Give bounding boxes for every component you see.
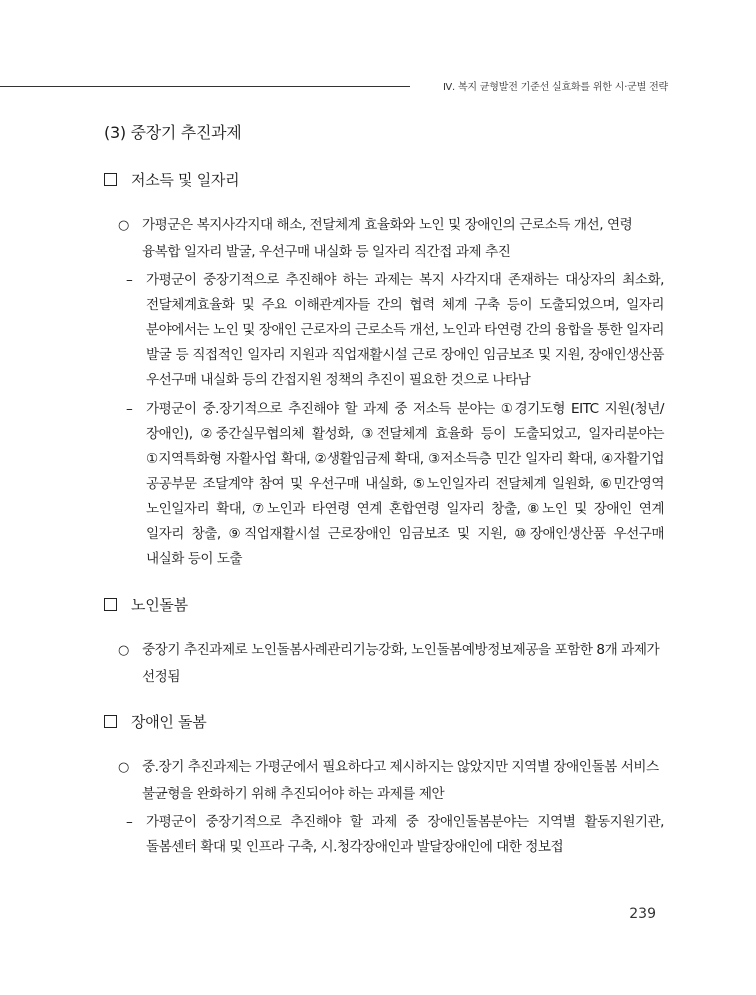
section-heading-label: 장애인 돌봄	[131, 713, 207, 731]
section-heading-elderly-care	[104, 594, 664, 615]
dash-bullet-icon: –	[126, 401, 133, 417]
section-heading-disability-care	[104, 711, 664, 732]
circle-bullet-icon: ○	[118, 760, 129, 775]
dash-bullet-item	[126, 397, 664, 572]
dash-bullet-icon: –	[126, 814, 133, 830]
section-heading-label: 노인돌봄	[131, 596, 188, 614]
square-bullet-icon	[104, 715, 117, 728]
dash-item-text: 가평군이 중장기적으로 추진해야 할 과제 중 장애인돌봄분야는 지역별 활동지원기관, 돌봄센터 확대 및 인프라 구축, 시.청각장애인과 발달장애인에 대한 정보접	[146, 814, 664, 855]
circle-bullet-item	[118, 637, 664, 691]
page-content	[104, 120, 664, 864]
circle-item-text: 가평군은 복지사각지대 해소, 전달체계 효율화와 노인 및 장애인의 근로소득 개선, 연령 융복합 일자리 발굴, 우선구매 내실화 등 일자리 직간접 과제 추진	[142, 217, 633, 260]
square-bullet-icon	[104, 598, 117, 611]
dash-item-text: 가평군이 중장기적으로 추진해야 하는 과제는 복지 사각지대 존재하는 대상자의 최소화, 전달체계효율화 및 주요 이해관계자들 간의 협력 체계 구축 등이 도출되었으며, 일자리 분야에서는 노인 및 장애인 근로자의 근로소득 개선, 노인과 타연령 간의 융합을 통한 일자리 발굴 등 직접적인 일자리 지원과 직업재활시설 근로 장애인 임금보조 및 지원, 장애인생산품 우선구매 내실화 등의 간접지원 정책의 추진이 필요한 것으로 나타남	[146, 272, 664, 388]
header-rule	[0, 86, 410, 87]
page-number: 239	[629, 906, 656, 922]
dash-item-text: 가평군이 중.장기적으로 추진해야 할 과제 중 저소득 분야는 ①경기도형 EITC 지원(청년/장애인), ②중간실무협의체 활성화, ③전달체계 효율화 등이 도출되었고, 일자리분야는 ①지역특화형 자활사업 확대, ②생활임금제 확대, ③저소득층 민간 일자리 확대, ④자활기업 공공부문 조달계약 참여 및 우선구매 내실화, ⑤노인일자리 전달체계 일원화, ⑥민간영역 노인일자리 확대, ⑦노인과 타연령 연계 혼합연령 일자리 창출, ⑧노인 및 장애인 연계 일자리 창출, ⑨직업재활시설 근로장애인 임금보조 및 지원, ⑩장애인생산품 우선구매 내실화 등이 도출	[146, 401, 664, 567]
circle-bullet-icon: ○	[118, 218, 129, 233]
dash-bullet-icon: –	[126, 272, 133, 288]
circle-bullet-item	[118, 754, 664, 808]
dash-bullet-item	[126, 810, 664, 860]
dash-bullet-item	[126, 268, 664, 393]
running-header: Ⅳ. 복지 균형발전 기준선 실효화를 위한 시·군별 전략	[442, 82, 668, 93]
section-heading-low-income-jobs	[104, 169, 664, 190]
circle-item-text: 중장기 추진과제로 노인돌봄사례관리기능강화, 노인돌봄예방정보제공을 포함한 8개 과제가 선정됨	[142, 642, 660, 685]
circle-bullet-icon: ○	[118, 643, 129, 658]
subsection-title: (3) 중장기 추진과제	[104, 123, 242, 142]
square-bullet-icon	[104, 173, 117, 186]
circle-bullet-item	[118, 212, 664, 266]
circle-item-text: 중.장기 추진과제는 가평군에서 필요하다고 제시하지는 않았지만 지역별 장애인돌봄 서비스 불균형을 완화하기 위해 추진되어야 하는 과제를 제안	[142, 759, 659, 802]
section-heading-label: 저소득 및 일자리	[131, 171, 240, 189]
